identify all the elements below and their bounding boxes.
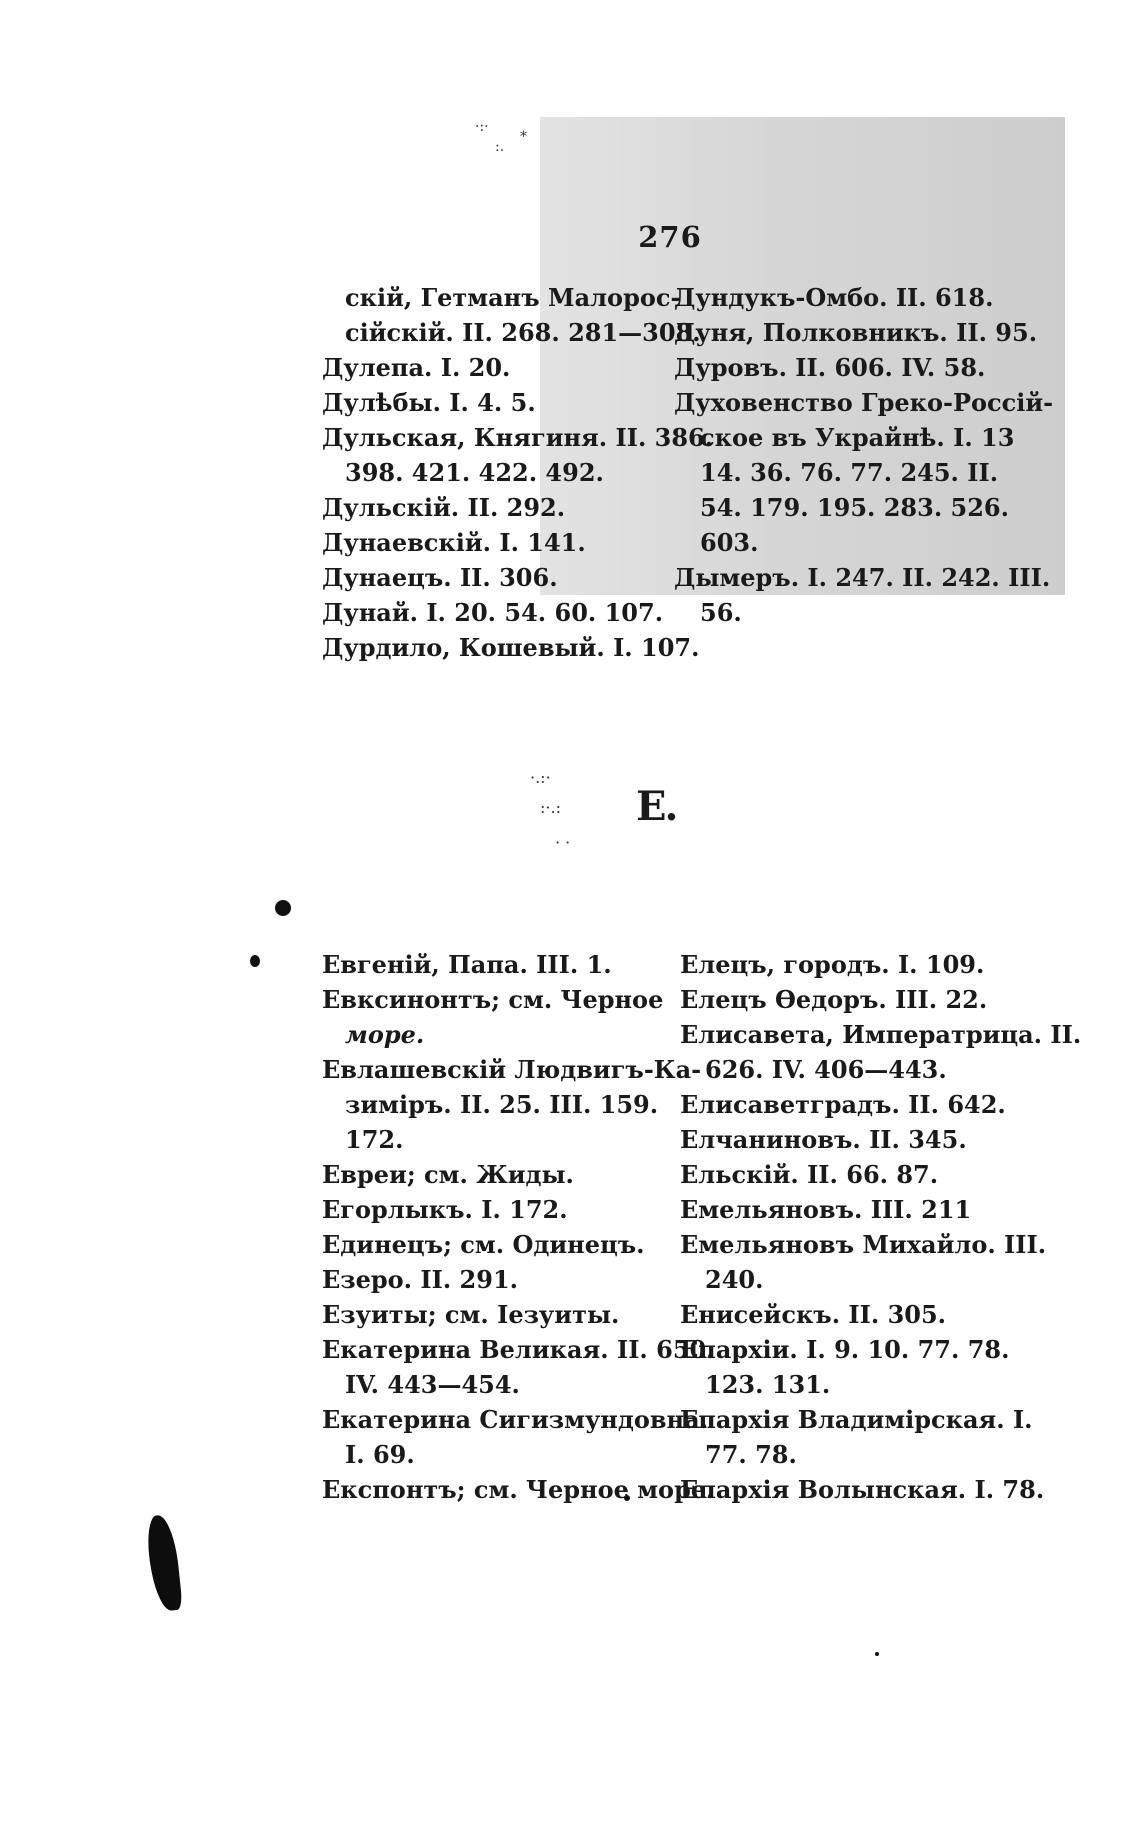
index-entry-line: 626. IV. 406—443.	[705, 1055, 947, 1084]
index-entry-line: Дульскій. II. 292.	[322, 493, 566, 522]
ink-blot	[250, 955, 260, 967]
index-entry-line: Елецъ Ѳедоръ. III. 22.	[680, 985, 988, 1014]
scan-speckle: *	[520, 129, 527, 145]
index-entry-line: 172.	[345, 1125, 404, 1154]
index-entry-line: 398. 421. 422. 492.	[345, 458, 604, 487]
index-entry-line: Екатерина Великая. II. 650.	[322, 1335, 715, 1364]
index-entry-line: Дунаевскій. I. 141.	[322, 528, 586, 557]
index-entry-line: Дулепа. I. 20.	[322, 353, 511, 382]
index-entry-line: Дуня, Полковникъ. II. 95.	[674, 318, 1038, 347]
section-heading: Е.	[636, 783, 677, 830]
index-entry-line: Елисаветградъ. II. 642.	[680, 1090, 1006, 1119]
index-entry-line: IV. 443—454.	[345, 1370, 520, 1399]
index-entry-line: 240.	[705, 1265, 764, 1294]
index-entry-line: сійскій. II. 268. 281—308.	[345, 318, 701, 347]
index-entry-line: Евксинонтъ; см. Черное	[322, 985, 664, 1014]
index-entry-line: 77. 78.	[705, 1440, 797, 1469]
page-number: 276	[638, 220, 702, 254]
index-entry-line: Екатерина Сигизмундовна.	[322, 1405, 709, 1434]
index-entry-line: 603.	[700, 528, 759, 557]
index-entry-line: Енисейскъ. II. 305.	[680, 1300, 947, 1329]
index-entry-line: Дунай. I. 20. 54. 60. 107.	[322, 598, 664, 627]
index-entry-line: Емельяновъ Михайло. III.	[680, 1230, 1047, 1259]
index-entry-line: Емельяновъ. III. 211	[680, 1195, 972, 1224]
index-entry-line: Евреи; см. Жиды.	[322, 1160, 574, 1189]
index-entry-line: Дуровъ. II. 606. IV. 58.	[674, 353, 986, 382]
index-entry-line: I. 69.	[345, 1440, 415, 1469]
index-entry-line: Единецъ; см. Одинецъ.	[322, 1230, 645, 1259]
index-entry-line: 56.	[700, 598, 742, 627]
index-entry-line: Евгеній, Папа. III. 1.	[322, 950, 612, 979]
index-entry-line: 14. 36. 76. 77. 245. II.	[700, 458, 999, 487]
index-entry-line: Дунаецъ. II. 306.	[322, 563, 558, 592]
index-entry-line: ское въ Украйнѣ. I. 13	[700, 423, 1015, 452]
index-entry-line: Елисавета, Императрица. II.	[680, 1020, 1082, 1049]
index-entry-line: Евлашевскій Людвигъ-Ка-	[322, 1055, 702, 1084]
index-entry-line: 54. 179. 195. 283. 526.	[700, 493, 1009, 522]
ink-blot	[875, 1652, 879, 1656]
index-entry-line: Егорлыкъ. I. 172.	[322, 1195, 568, 1224]
index-entry-line: море.	[345, 1020, 425, 1049]
index-entry-line: скій, Гетманъ Малорос-	[345, 283, 681, 312]
index-entry-line: Дурдило, Кошевый. I. 107.	[322, 633, 700, 662]
index-entry-line: Елецъ, городъ. I. 109.	[680, 950, 985, 979]
index-entry-line: Езеро. II. 291.	[322, 1265, 518, 1294]
index-entry-line: Ельскій. II. 66. 87.	[680, 1160, 939, 1189]
index-entry-line: Дульская, Княгиня. II. 386.	[322, 423, 714, 452]
ink-blot	[275, 900, 291, 916]
index-entry-line: Дулѣбы. I. 4. 5.	[322, 388, 536, 417]
index-entry-line: зиміръ. II. 25. III. 159.	[345, 1090, 659, 1119]
scan-speckle: ·.:·	[530, 768, 551, 787]
scan-speckle: :·.:	[540, 798, 561, 817]
index-entry-line: Духовенство Греко-Россій-	[674, 388, 1054, 417]
scan-speckle: · ·	[555, 833, 571, 852]
index-entry-line: 123. 131.	[705, 1370, 831, 1399]
index-entry-line: Езуиты; см. Iезуиты.	[322, 1300, 620, 1329]
index-entry-line: Епархіи. I. 9. 10. 77. 78.	[680, 1335, 1010, 1364]
ink-blot	[145, 1514, 183, 1612]
scan-speckle: ·:·	[475, 119, 489, 135]
index-entry-line: Елчаниновъ. II. 345.	[680, 1125, 967, 1154]
index-entry-line: Епархія Волынская. I. 78.	[680, 1475, 1045, 1504]
index-entry-line: Дундукъ-Омбо. II. 618.	[674, 283, 994, 312]
index-entry-line: Дымеръ. I. 247. II. 242. III.	[674, 563, 1051, 592]
scan-speckle: :.	[495, 139, 505, 155]
index-entry-line: Експонтъ; см. Черное море.	[322, 1475, 715, 1504]
index-entry-line: Епархія Владимірская. I.	[680, 1405, 1033, 1434]
